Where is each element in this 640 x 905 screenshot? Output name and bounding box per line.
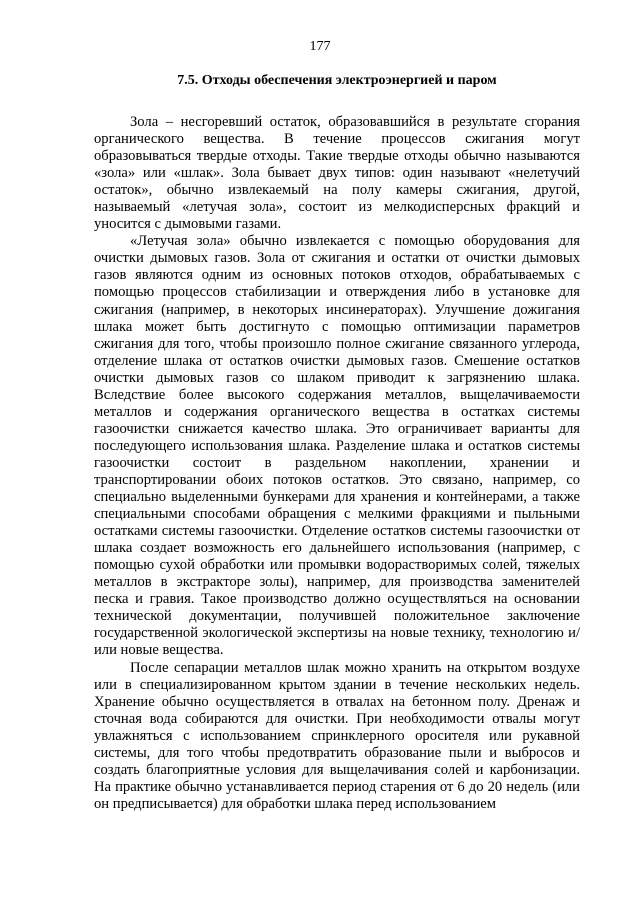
paragraph: Зола – несгоревший остаток, образовавшийся в результате сгорания органического вещества. В течение процессов сжигания могут образовываться твердые отходы. Такие твердые отходы обычно называются «зола» или «шлак». Зола бывает двух типов: один называют «нелетучий остаток», обычно извлекаемый на полу камеры сжигания, другой, называемый «летучая зола», состоит из мелкодисперсных фракций и уносится с дымовыми газами.	[94, 114, 580, 233]
section-title: 7.5. Отходы обеспечения электроэнергией и паром	[177, 73, 497, 88]
body-text	[94, 114, 580, 813]
page-number: 177	[309, 39, 331, 54]
paragraph: После сепарации металлов шлак можно хранить на открытом воздухе или в специализированном крытом здании в течение нескольких недель. Хранение обычно осуществляется в отвалах на бетонном полу. Дренаж и сточная вода собираются для очистки. При необходимости отвалы могут увлажняться с использованием спринклерного оросителя или рукавной системы, для того чтобы предотвратить образование пыли и выбросов и создать благоприятные условия для выщелачивания солей и карбонизации. На практике обычно устанавливается период старения от 6 до 20 недель (или он предписывается) для обработки шлака перед использованием	[94, 659, 580, 812]
paragraph: «Летучая зола» обычно извлекается с помощью оборудования для очистки дымовых газов. Зола от сжигания и остатки от очистки дымовых газов являются одним из основных потоков отходов, обрабатываемых с помощью процессов стабилизации и отверждения либо в установке для сжигания (например, в некоторых инсинераторах). Улучшение дожигания шлака может быть достигнуто с помощью оптимизации параметров сжигания для того, чтобы произошло полное сжигание связанного углерода, отделение шлака от остатков очистки дымовых газов. Смешение остатков очистки дымовых газов со шлаком приводит к загрязнению шлака. Вследствие более высокого содержания металлов, выщелачиваемости металлов и содержания органического вещества в остатках системы газоочистки снижается качество шлака. Это ограничивает варианты для последующего использования шлака. Разделение шлака и остатков системы газоочистки состоит в раздельном накоплении, хранении и транспортировании обоих потоков остатков. Это связано, например, со специально выделенными бункерами для хранения и контейнерами, а также специальными способами обращения с мелкими фракциями и пыльными остатками системы газоочистки. Отделение остатков системы газоочистки от шлака создает возможность его дальнейшего использования (например, с помощью сухой обработки или промывки водорастворимых солей, тяжелых металлов в экстракторе золы), например, для производства заменителей песка и гравия. Такое производство должно осуществляться на основании технической документации, получившей положительное заключение государственной экологической экспертизы на новые технику, технологию и/или новые вещества.	[94, 233, 580, 659]
